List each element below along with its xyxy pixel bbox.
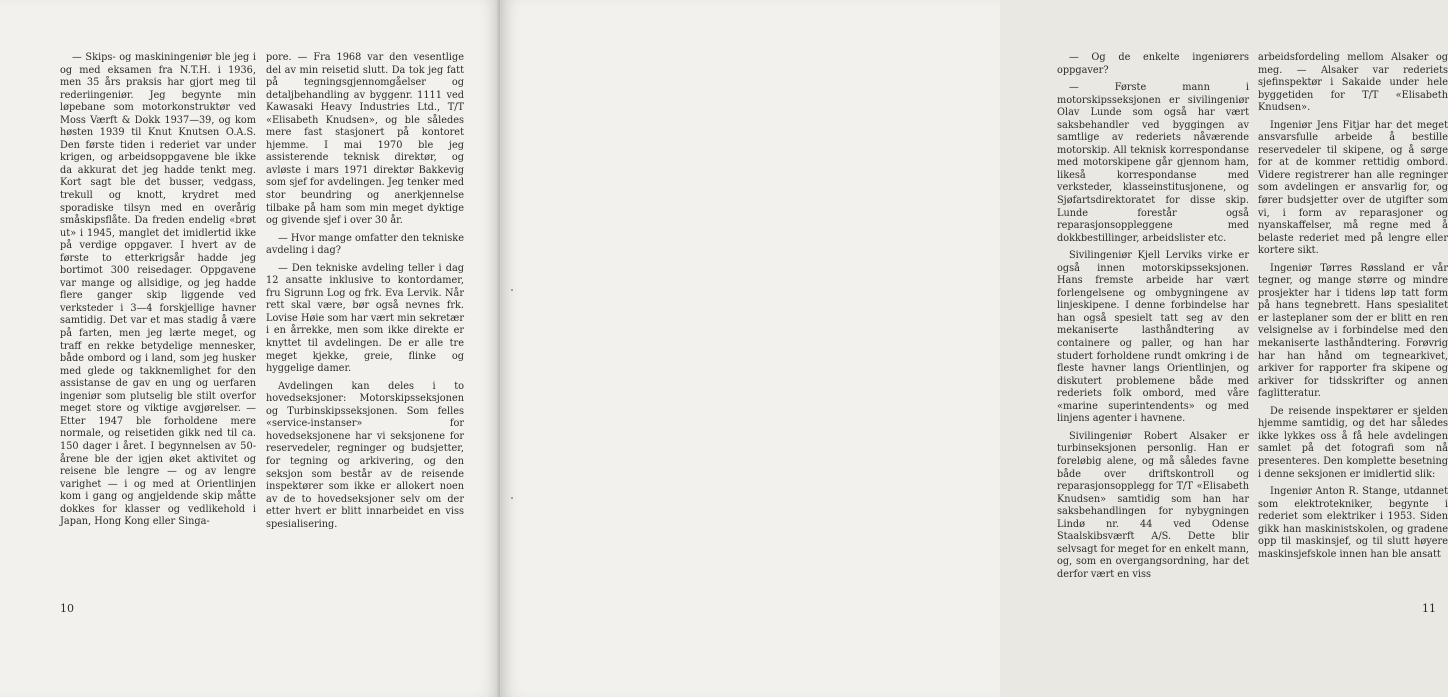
paragraph: Avdelingen kan deles i to hovedseksjoner: Motorskipsseksjonen og Turbinskipsseksjonen. Som felles «service-instanser» for hovedseksjonene har vi seksjonene for reservedeler, regninger og budsjetter, for tegning og arkivering, og den seksjon som består av de reisende inspektører som ikke er allokert noen av de to hovedseksjoner selv om der etter hvert er blitt innarbeidet en viss spesialisering. bbox=[266, 380, 464, 530]
paragraph: Ingeniør Anton R. Stange, utdannet som elektrotekniker, begynte i rederiet som elektriker i 1953. Siden gikk han maskinistskolen, og gradene opp til maskinsjef, og til slutt høyere maskinsjefskole innen han ble ansatt bbox=[1258, 486, 1448, 560]
text-column-2 bbox=[266, 52, 464, 531]
paragraph: — Første mann i motorskipsseksjonen er sivilingeniør Olav Lunde som også har vært saksbehandler ved byggingen av samtlige av rederiets nåværende motorskip. All teknisk korrespondanse med motorskipene går gjennom ham, likeså korrespondanse med verksteder, klasseinstitusjonene, og Sjøfartsdirektoratet for disse skip. Lunde forestår også reparasjonsoppleggene med dokkbestillinger, arbeidslister etc. bbox=[1057, 82, 1249, 244]
page-number-left: 10 bbox=[60, 602, 74, 615]
paragraph: — Skips- og maskiningeniør ble jeg i og med eksamen fra N.T.H. i 1936, men 35 års praksis har gjort meg til rederiingeniør. Jeg begynte min løpebane som motorkonstruktør ved Moss Værft & Dokk 1937—39, og kom høsten 1939 til Knut Knutsen O.A.S. Den første tiden i rederiet var under krigen, og arbeidsoppgavene ble ikke da akkurat det jeg hadde tenkt meg. Kort sagt ble det busser, vedgass, trekull og knott, krydret med sporadiske tilsyn med en overårig småskipsflåte. Da freden endelig «brøt ut» i 1945, manglet det imidlertid ikke på verdige oppgaver. I hvert av de første to etterkrigsår hadde jeg bortimot 300 reisedager. Oppgavene var mange og allsidige, og jeg hadde flere ganger skip liggende ved verksteder i 3—4 forskjellige havner samtidig. Det var et mas stadig å være på farten, men jeg lærte meget, og traff en rekke betydelige mennesker, både ombord og i land, som jeg husker med glede og takknemlighet for den assistanse de gav en ung og uerfaren ingeniør som plutselig ble stilt overfor meget store og viktige avgjørelser. — Etter 1947 ble forholdene mere normale, og reisetiden gikk ned til ca. 150 dager i året. I begynnelsen av 50-årene ble der igjen øket aktivitet og reisene ble lengre — og av lengre varighet — i og med at Orientlinjen kom i gang og angjeldende skip måtte dokkes for klasser og vedlikehold i Japan, Hong Kong eller Singa- bbox=[60, 52, 256, 528]
text-column-3 bbox=[1057, 52, 1249, 581]
paragraph: Sivilingeniør Kjell Lerviks virke er også innen motorskipsseksjonen. Hans fremste arbeide har vært forlengelsene og ombygningene av linjeskipene. I denne forbindelse har han også spesielt tatt seg av den mekaniserte lasthåndtering av containere og paller, og han har studert forholdene rundt omkring i de fleste havner langs Orientlinjen, og diskutert problemene både med rederiets folk ombord, med våre «marine superintendents» og med linjens agenter i havnene. bbox=[1057, 250, 1249, 425]
paragraph: arbeidsfordeling mellom Alsaker og meg. — Alsaker var rederiets sjefinspektør i Sakaide under hele byggetiden for T/T «Elisabeth Knudsen». bbox=[1258, 52, 1448, 114]
print-speck bbox=[511, 497, 513, 499]
right-page bbox=[500, 0, 1448, 697]
paragraph: pore. — Fra 1968 var den vesentlige del av min reisetid slutt. Da tok jeg fatt på tegningsgjennomgåelser og detaljbehandling av byggenr. 1111 ved Kawasaki Heavy Industries Ltd., T/T «Elisabeth Knudsen», og ble således mere fast stasjonert på kontoret hjemme. I mai 1970 ble jeg assisterende teknisk direktør, og avløste i mars 1971 direktør Bakkevig som sjef for avdelingen. Jeg tenker med stor beundring og anerkjennelse tilbake på ham som min meget dyktige og givende sjef i over 30 år. bbox=[266, 52, 464, 227]
text-column-1 bbox=[60, 52, 256, 529]
paragraph: Ingeniør Tørres Røssland er vår tegner, og mange større og mindre prosjekter har i tidens løp tatt form på hans tegnebrett. Hans spesialitet er lasteplaner som der er blitt en ren velsignelse av i forbindelse med den mekaniserte lasthåndtering. Forøvrig har han hånd om tegnearkivet, arkiver for rapporter fra skipene og arkiver for tidsskrifter og annen faglitteratur. bbox=[1258, 262, 1448, 400]
paragraph: Sivilingeniør Robert Alsaker er turbinseksjonen personlig. Han er foreløbig alene, og må således favne både over driftskontroll og reparasjonsopplegg for T/T «Elisabeth Knudsen» samtidig som han har saksbehandlingen for nybygningen Lindø nr. 44 ved Odense Staalskibsværft A/S. Dette blir selvsagt for meget for en enkelt mann, og, som en overgangsordning, har det derfor vært en viss bbox=[1057, 430, 1249, 580]
paragraph: De reisende inspektører er sjelden hjemme samtidig, og det har således ikke lykkes oss å få hele avdelingen samlet på det fotografi som nå presenteres. Den komplette besetning i denne seksjonen er imidlertid slik: bbox=[1258, 405, 1448, 480]
paragraph: Ingeniør Jens Fitjar har det meget ansvarsfulle arbeide å bestille reservedeler til skipene, og å sørge for at de kommer rettidig ombord. Videre registrerer han alle regninger som avdelingen er ansvarlig for, og fører budsjetter over de utgifter som vi, i form av reparasjoner og nyanskaffelser, må regne med å belaste rederiet med på lengre eller kortere sikt. bbox=[1258, 119, 1448, 257]
page-number-right: 11 bbox=[1422, 602, 1436, 615]
question: — Og de enkelte ingeniørers oppgaver? bbox=[1057, 52, 1249, 76]
left-page bbox=[0, 0, 500, 697]
question: — Hvor mange omfatter den tekniske avdeling i dag? bbox=[266, 232, 464, 257]
print-speck bbox=[511, 289, 513, 291]
text-column-4 bbox=[1258, 52, 1448, 561]
paragraph: — Den tekniske avdeling teller i dag 12 ansatte inklusive to kontordamer, fru Sigrunn Log og frk. Eva Lervik. Når rett skal være, bør også nevnes frk. Lovise Høie som har vært min sekretær i en årrekke, men som ikke direkte er knyttet til avdelingen. De er alle tre meget kjekke, greie, flinke og hyggelige damer. bbox=[266, 262, 464, 375]
